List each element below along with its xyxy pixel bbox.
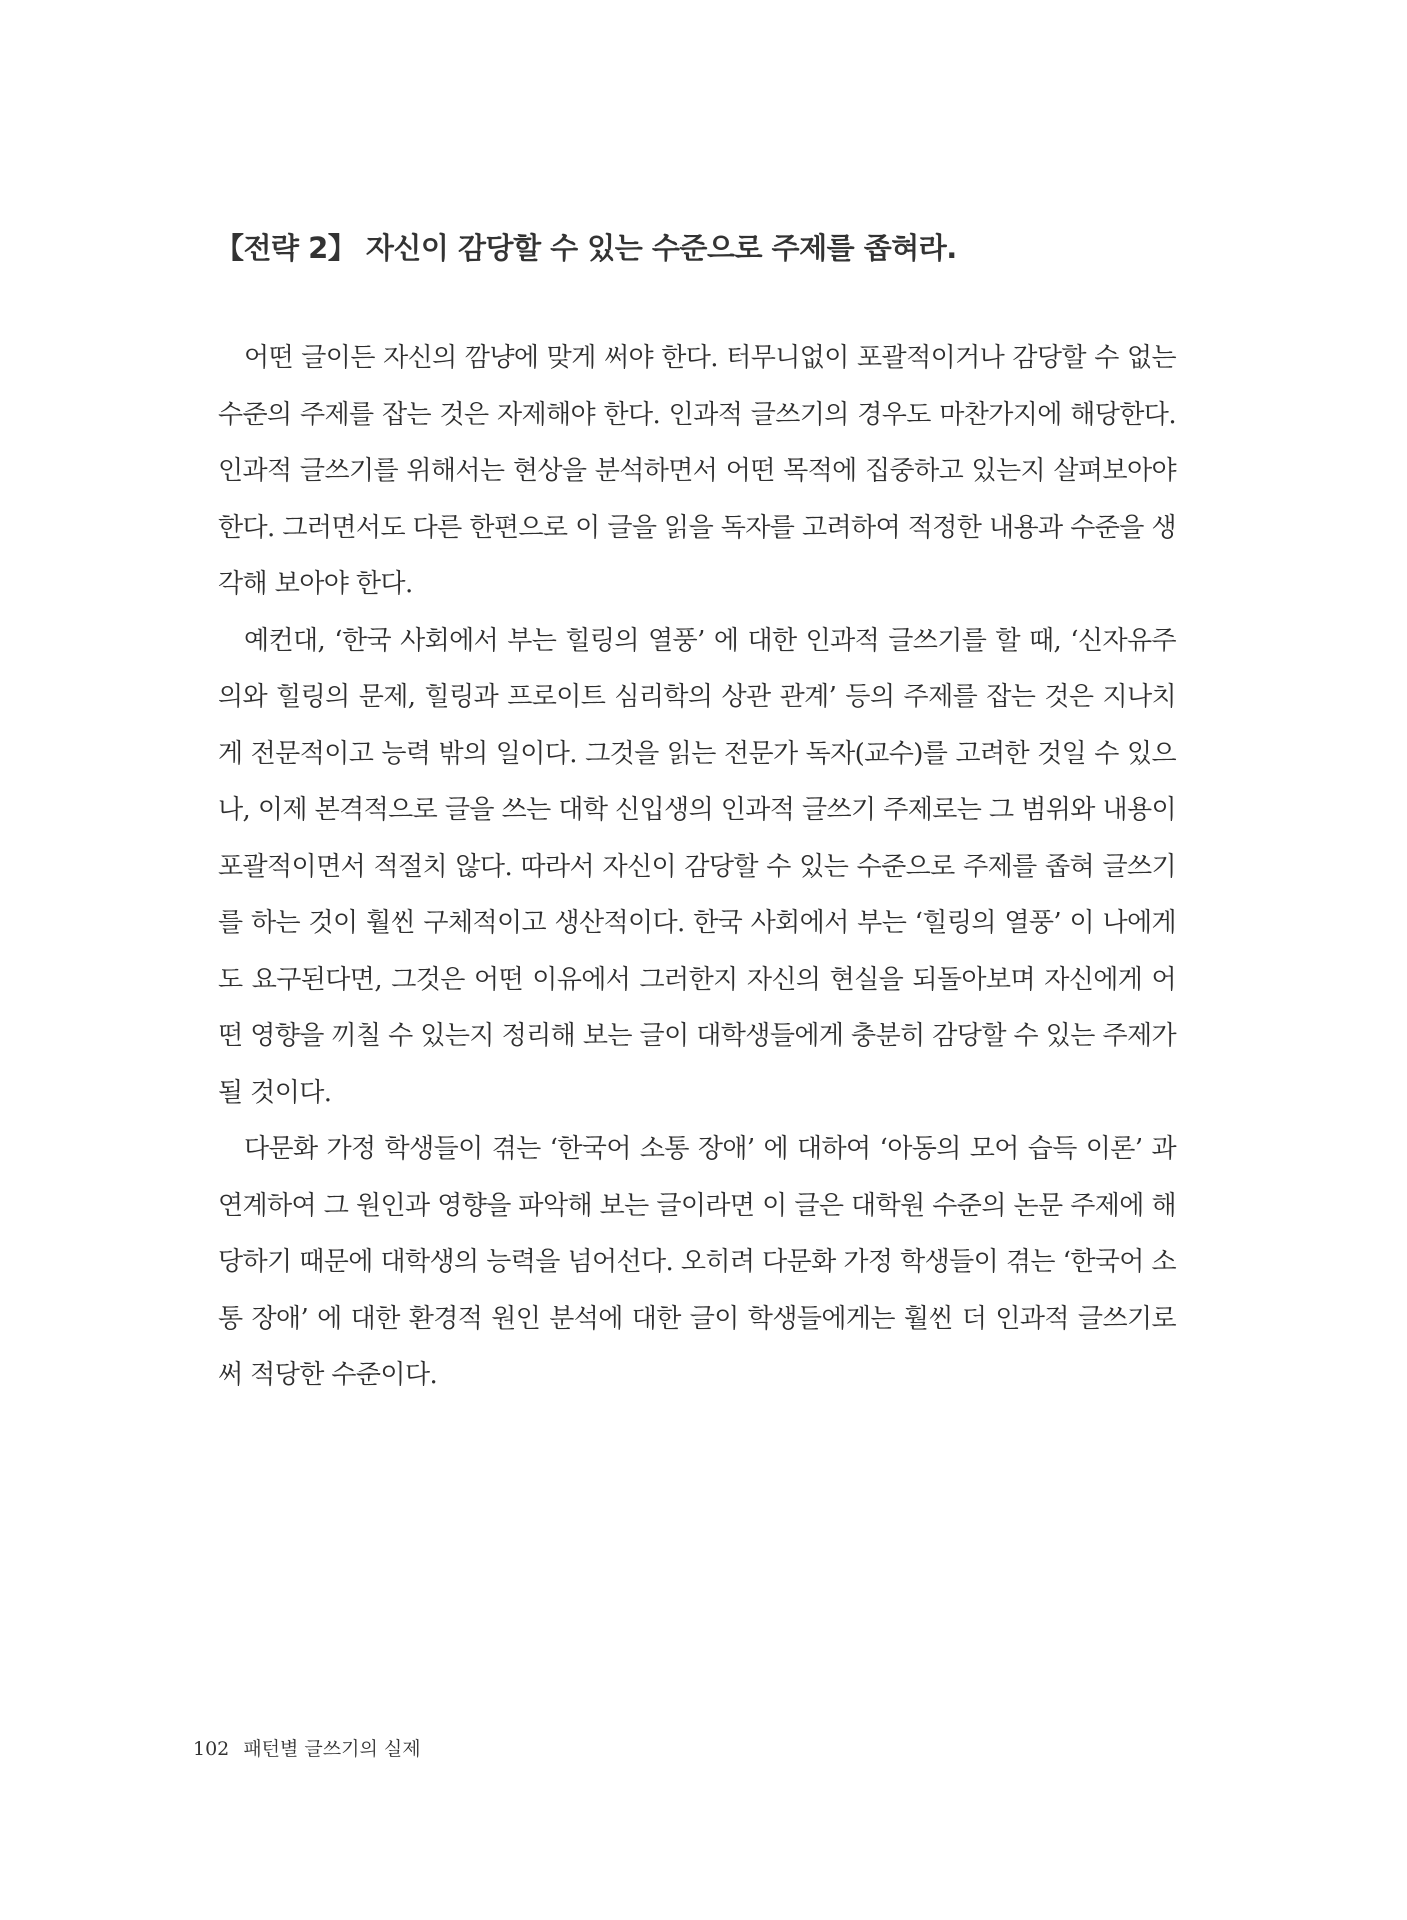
page-footer [193,1735,421,1763]
section-heading: 【전략 2】 자신이 감당할 수 있는 수준으로 주제를 좁혀라. [215,231,957,265]
paragraph-2: 예컨대, ‘한국 사회에서 부는 힐링의 열풍’ 에 대한 인과적 글쓰기를 할 때, ‘신자유주의와 힐링의 문제, 힐링과 프로이트 심리학의 상관 관계’ 등의 주제를 잡는 것은 지나치게 전문적이고 능력 밖의 일이다. 그것을 읽는 전문가 독자(교수)를 고려한 것일 수 있으나, 이제 본격적으로 글을 쓰는 대학 신입생의 인과적 글쓰기 주제로는 그 범위와 내용이 포괄적이면서 적절치 않다. 따라서 자신이 감당할 수 있는 수준으로 주제를 좁혀 글쓰기를 하는 것이 훨씬 구체적이고 생산적이다. 한국 사회에서 부는 ‘힐링의 열풍’ 이 나에게도 요구된다면, 그것은 어떤 이유에서 그러한지 자신의 현실을 되돌아보며 자신에게 어떤 영향을 끼칠 수 있는지 정리해 보는 글이 대학생들에게 충분히 감당할 수 있는 주제가 될 것이다. [218,625,1176,1108]
page-number: 102 [193,1738,230,1760]
paragraph-1: 어떤 글이든 자신의 깜냥에 맞게 써야 한다. 터무니없이 포괄적이거나 감당할 수 없는 수준의 주제를 잡는 것은 자제해야 한다. 인과적 글쓰기의 경우도 마찬가지에 해당한다. 인과적 글쓰기를 위해서는 현상을 분석하면서 어떤 목적에 집중하고 있는지 살펴보아야 한다. 그러면서도 다른 한편으로 이 글을 읽을 독자를 고려하여 적정한 내용과 수준을 생각해 보아야 한다. [218,343,1176,599]
body-text [218,330,1176,1404]
running-title: 패턴별 글쓰기의 실제 [243,1738,421,1760]
paragraph-3: 다문화 가정 학생들이 겪는 ‘한국어 소통 장애’ 에 대하여 ‘아동의 모어 습득 이론’ 과 연계하여 그 원인과 영향을 파악해 보는 글이라면 이 글은 대학원 수준의 논문 주제에 해당하기 때문에 대학생의 능력을 넘어선다. 오히려 다문화 가정 학생들이 겪는 ‘한국어 소통 장애’ 에 대한 환경적 원인 분석에 대한 글이 학생들에게는 훨씬 더 인과적 글쓰기로써 적당한 수준이다. [218,1134,1176,1390]
